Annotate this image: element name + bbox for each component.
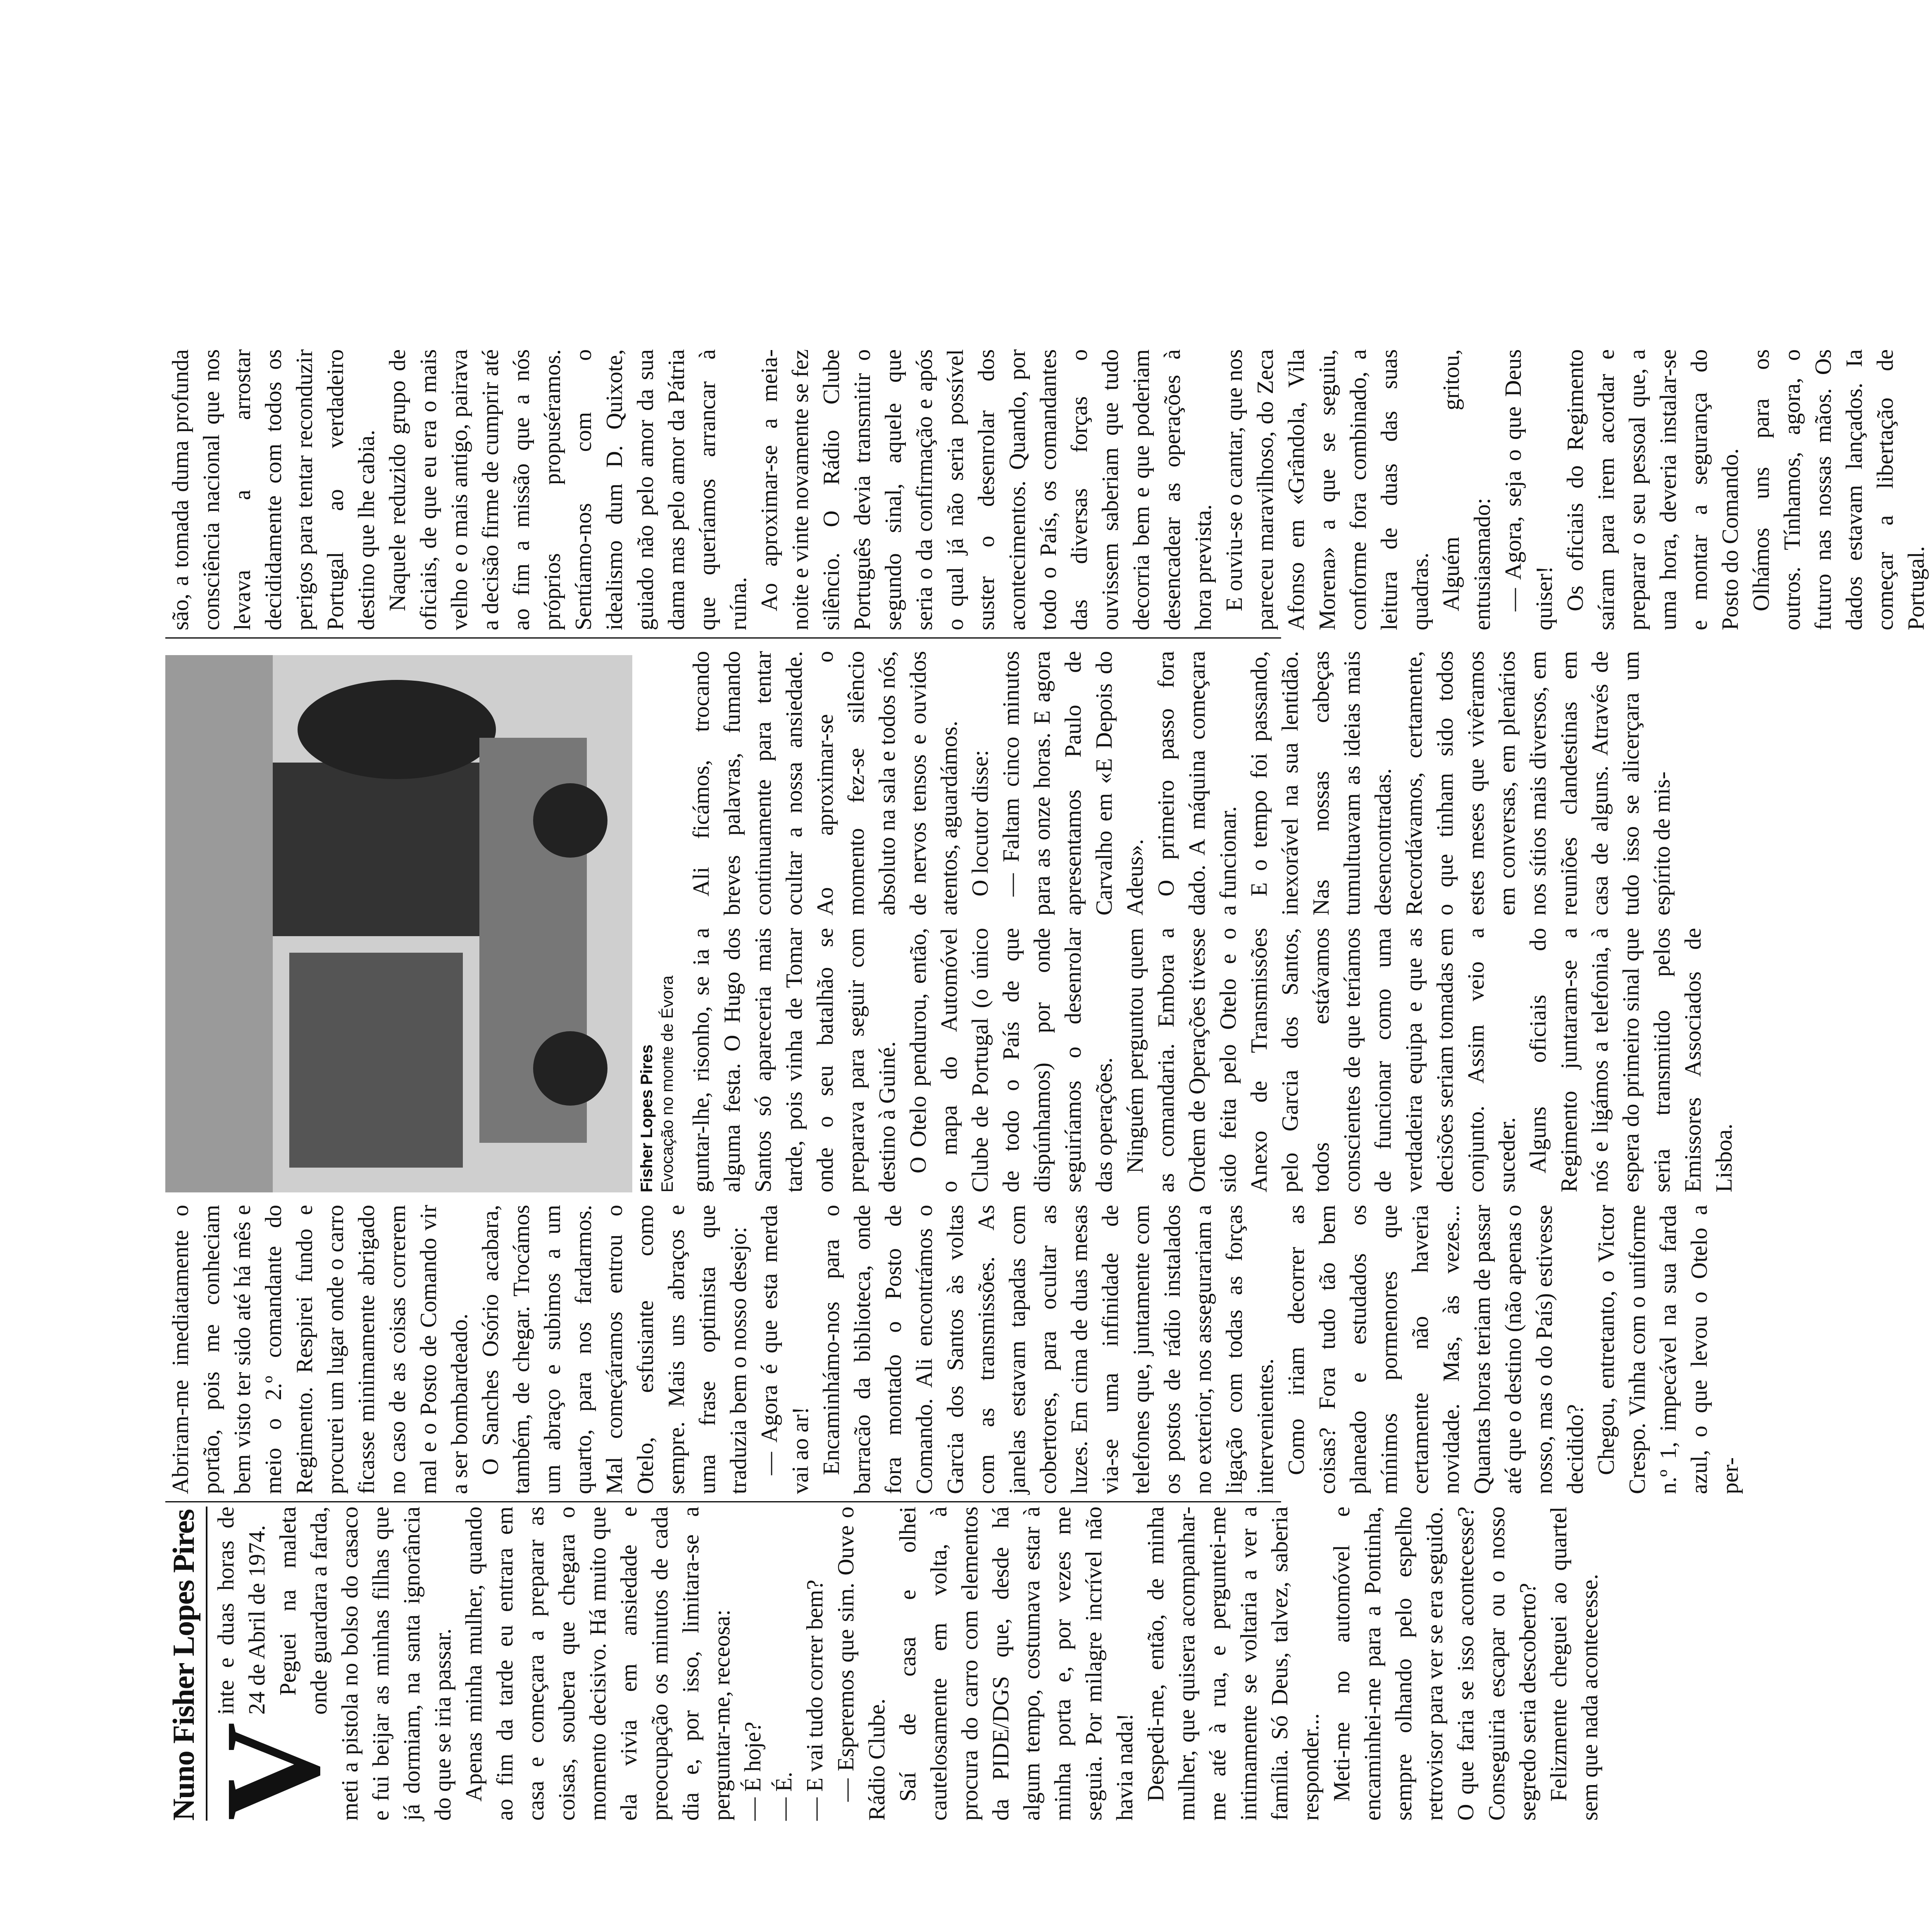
article bbox=[165, 209, 1929, 1821]
column-1-text bbox=[197, 1507, 1603, 1821]
column-1 bbox=[165, 1507, 1603, 1821]
dialogue-line: — É. bbox=[771, 1771, 797, 1821]
caption-author: Fisher Lopes Pires bbox=[638, 1044, 656, 1192]
drop-cap: V bbox=[197, 1722, 348, 1821]
photo-image bbox=[165, 655, 632, 1192]
paragraph: Olhámos uns para os outros. Tínhamos, agora, o futuro nas nossas mãos. Os dados estavam lançados. Ia começar a libertação de Portugal. bbox=[1749, 349, 1929, 630]
column-5 bbox=[165, 349, 1929, 630]
photo-caption bbox=[636, 655, 678, 1192]
photo bbox=[165, 655, 632, 1192]
column-4 bbox=[686, 651, 1675, 915]
paragraph: Abriram-me imediatamente o portão, pois me conheciam bem visto ter sido até há mês e meio o 2.º comandante do Regimento. Respirei fundo e procurei um lugar onde o carro ficasse minimamente abrigado no caso de as coisas correrem mal e o Posto de Comando vir a ser bombardeado. bbox=[168, 1205, 472, 1494]
dialogue-line: — É hoje? bbox=[740, 1721, 766, 1821]
column-2 bbox=[165, 1205, 1743, 1494]
dialogue-line: — Agora, seja o que Deus quiser! bbox=[1501, 349, 1557, 630]
paragraph: Peguei na maleta onde guardara a farda, meti a pistola no bolso do casaco e fui beijar as minhas filhas que já dormiam, na santa ignorância do que se iria passar. bbox=[275, 1507, 456, 1821]
paragraph: Como iriam decorrer as coisas? Fora tudo tão bem planeado e estudados os mínimos pormenores que certamente não haveria novidade. Mas, às vezes... Quantas horas teriam de passar até que o destino (não apenas o nosso, mas o do País) estivesse decidido? bbox=[1284, 1205, 1588, 1494]
paragraph: Ao aproximar-se a meia-noite e vinte novamente se fez silêncio. O Rádio Clube Português devia transmitir o segundo sinal, aquele que seria o da confirmação e após o qual já não seria possível suster o desenrolar dos acontecimentos. Quando, por todo o País, os comandantes das diversas forças o ouvissem saberiam que tudo decorria bem e que poderiam desencadear as operações à hora prevista. bbox=[757, 349, 1216, 630]
column-3 bbox=[686, 928, 1737, 1192]
paragraph: Felizmente cheguei ao quartel sem que nada acontecesse. bbox=[1546, 1507, 1603, 1821]
paragraph: O Otelo pendurou, então, o mapa do Automóvel Clube de Portugal (o único de todo o País de que dispúnhamos) por onde seguiríamos o desenrolar das operações. bbox=[905, 928, 1117, 1192]
column-rule bbox=[165, 1501, 1281, 1502]
author-byline: Nuno Fisher Lopes Pires bbox=[165, 1507, 207, 1821]
paragraph: Encaminhámo-nos para o barracão da biblioteca, onde fora montado o Posto de Comando. Ali encontrámos o Garcia dos Santos às voltas com as transmissões. As janelas estavam tapadas com cobertores, para ocultar as luzes. Em cima de duas mesas via-se uma infinidade de telefones que, juntamente com os postos de rádio instalados no exterior, nos assegurariam a ligação com todas as forças intervenientes. bbox=[819, 1205, 1278, 1494]
paragraph: Apenas minha mulher, quando ao fim da tarde eu entrara em casa e começara a preparar as coisas, soubera que chegara o momento decisivo. Há muito que ela vivia em ansiedade e preocupação os minutos de cada dia e, por isso, limitara-se a perguntar-me, receosa: bbox=[461, 1507, 735, 1821]
paragraph: Despedi-me, então, de minha mulher, que quisera acompanhar-me até à rua, e perguntei-me intimamente se voltaria a ver a família. Só Deus, talvez, saberia responder... bbox=[1143, 1507, 1324, 1821]
paragraph: Alguém gritou, entusiasmado: bbox=[1439, 349, 1495, 630]
dialogue-line: — Esperemos que sim. Ouve o Rádio Clube. bbox=[833, 1507, 890, 1821]
paragraph: Os oficiais do Regimento saíram para irem acordar e preparar o seu pessoal que, a uma hora, deveria instalar-se e montar a segurança do Posto do Comando. bbox=[1563, 349, 1743, 630]
paragraph: Meti-me no automóvel e encaminhei-me para a Pontinha, sempre olhando pelo espelho retrovisor para ver se era seguido. O que faria se isso acontecesse? Conseguiria escapar ou o nosso segredo seria descoberto? bbox=[1329, 1507, 1541, 1821]
paragraph: Naquele reduzido grupo de oficiais, de que eu era o mais velho e o mais antigo, pairava a decisão firme de cumprir até ao fim a missão que a nós próprios propuséramos. Sentíamo-nos com o idealismo dum D. Quixote, guiado não pelo amor da sua dama mas pelo amor da Pátria que queríamos arrancar à ruína. bbox=[385, 349, 751, 630]
paragraph: O Sanches Osório acabara, também, de chegar. Trocámos um abraço e subimos a um quarto, para nos fardarmos. Mal começáramos entrou o Otelo, esfusiante como sempre. Mais uns abraços e uma frase optimista que traduzia bem o nosso desejo: bbox=[478, 1205, 751, 1494]
paragraph: são, a tomada duma profunda consciência nacional que nos levava a arrostar decididamente com todos os perigos para tentar reconduzir Portugal ao verdadeiro destino que lhe cabia. bbox=[168, 349, 379, 630]
paragraph: O primeiro passo fora dado. A máquina começara a funcionar. bbox=[1153, 651, 1241, 915]
paragraph: Ali ficámos, trocando breves palavras, fumando continuamente para tentar ocultar a nossa ansiedade. Ao aproximar-se o momento fez-se silêncio absoluto na sala e todos nós, de nervos tensos e ouvidos atentos, aguardámos. bbox=[688, 651, 962, 915]
paragraph: E ouviu-se o cantar, que nos pareceu maravilhoso, do Zeca Afonso em «Grândola, Vila Morena» a que se seguiu, conforme fora combinado, a leitura de duas das suas quadras. bbox=[1222, 349, 1433, 630]
column-rule bbox=[165, 637, 1281, 639]
paragraph: Chegou, entretanto, o Victor Crespo. Vinha com o uniforme n.º 1, impecável na sua farda azul, o que levou o Otelo a per- bbox=[1594, 1205, 1743, 1494]
paragraph: Saí de casa e olhei cautelosamente em volta, à procura do carro com elementos da PIDE/DGS que, desde há algum tempo, costumava estar à minha porta e, por vezes me seguia. Por milagre incrível não havia nada! bbox=[895, 1507, 1138, 1821]
caption-text: Evocação no monte de Évora bbox=[658, 975, 677, 1192]
paragraph: O locutor disse: bbox=[967, 750, 993, 896]
paragraph: — Faltam cinco minutos para as onze horas. E agora apresentamos Paulo de Carvalho em «E Depois do Adeus». bbox=[998, 651, 1148, 915]
paragraph: E o tempo foi passando, inexorável na sua lentidão. Nas nossas cabeças tumultuavam as ideias mais desencontradas. Recordávamos, certamente, o que tinham sido todos estes meses que vivêramos em conversas, em plenários nos sítios mais diversos, em reuniões clandestinas em casa de alguns. Através de tudo isso se alicerçara um espírito de mis- bbox=[1246, 651, 1675, 915]
paragraph: guntar-lhe, risonho, se ia a alguma festa. O Hugo dos Santos só apareceria mais tarde, pois vinha de Tomar onde o seu batalhão se preparava para seguir com destino à Guiné. bbox=[688, 928, 900, 1192]
paragraph: Alguns oficiais do Regimento juntaram-se a nós e ligámos a telefonia, à espera do primeiro sinal que seria transmitido pelos Emissores Associados de Lisboa. bbox=[1525, 928, 1737, 1192]
dialogue-line: — E vai tudo correr bem? bbox=[802, 1579, 828, 1821]
paragraph: Ninguém perguntou quem as comandaria. Embora a Ordem de Operações tivesse sido feita pelo Otelo e o Anexo de Transmissões pelo Garcia dos Santos, todos estávamos conscientes de que teríamos de funcionar como uma verdadeira equipa e que as decisões seriam tomadas em conjunto. Assim veio a suceder. bbox=[1122, 928, 1520, 1192]
paragraph: inte e duas horas de 24 de Abril de 1974. bbox=[213, 1507, 270, 1715]
dialogue-line: — Agora é que esta merda vai ao ar! bbox=[757, 1205, 813, 1494]
